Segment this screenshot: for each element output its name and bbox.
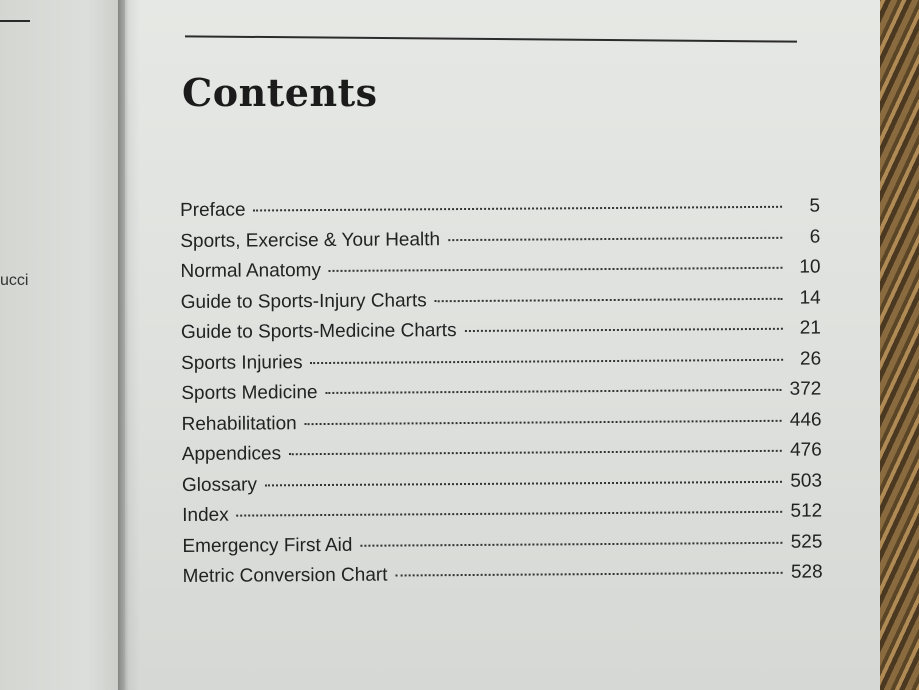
toc-entry-page-number: 446 [789, 409, 822, 431]
toc-entry [180, 257, 820, 292]
toc-entry-page-number: 512 [790, 500, 823, 522]
dot-leader [254, 206, 783, 212]
dot-leader [448, 236, 782, 240]
toc-entry-page-number: 503 [790, 470, 823, 492]
header-rule [185, 35, 797, 42]
toc-entry [182, 440, 822, 475]
toc-entry-label: Normal Anatomy [180, 260, 322, 282]
toc-entry-page-number: 21 [799, 317, 821, 339]
toc-entry [182, 501, 822, 536]
toc-entry-page-number: 476 [789, 439, 822, 461]
toc-entry-page-number: 525 [790, 531, 823, 553]
dot-leader [395, 572, 782, 577]
dot-leader [265, 480, 782, 486]
toc-entry [181, 409, 821, 444]
toc-entry-label: Rehabilitation [181, 412, 297, 435]
toc-entry-page-number: 26 [799, 348, 822, 370]
dot-leader [305, 419, 782, 424]
toc-entry-page-number: 14 [799, 287, 821, 309]
toc-entry [181, 379, 821, 414]
toc-entry-label: Guide to Sports-Medicine Charts [180, 320, 457, 343]
toc-entry [181, 318, 821, 353]
dot-leader [465, 328, 783, 332]
toc-entry-label: Appendices [181, 443, 282, 465]
toc-entry-label: Metric Conversion Chart [182, 564, 388, 587]
toc-entry-page-number: 372 [789, 378, 822, 400]
toc-entry [182, 531, 822, 566]
dot-leader [326, 389, 782, 394]
toc-entry-page-number: 6 [809, 226, 821, 248]
book-gutter-shadow [118, 0, 140, 690]
dot-leader [435, 297, 783, 301]
toc-entry [180, 226, 820, 261]
toc-entry [183, 562, 823, 597]
toc-entry-label: Preface [180, 199, 246, 221]
left-page-rule [0, 20, 30, 22]
table-of-contents [180, 196, 823, 597]
toc-entry [181, 287, 821, 322]
toc-entry-label: Sports Injuries [181, 351, 303, 374]
dot-leader [289, 450, 782, 455]
dot-leader [237, 511, 783, 517]
toc-entry [182, 470, 822, 505]
toc-entry-page-number: 528 [790, 561, 823, 583]
left-page-text-fragment: ucci [0, 272, 29, 289]
dot-leader [329, 267, 783, 272]
toc-entry-label: Glossary [181, 473, 258, 496]
left-page [0, 0, 125, 690]
toc-entry-label: Index [182, 504, 229, 526]
toc-entry-page-number: 5 [809, 195, 821, 217]
dot-leader [360, 541, 782, 546]
page-title: Contents [182, 70, 378, 115]
toc-entry-label: Sports, Exercise & Your Health [180, 228, 441, 252]
toc-entry-label: Sports Medicine [181, 382, 318, 404]
toc-entry [180, 196, 820, 231]
toc-entry-label: Emergency First Aid [182, 534, 353, 557]
contents-page [125, 0, 880, 690]
toc-entry-page-number: 10 [799, 256, 821, 278]
toc-entry-label: Guide to Sports-Injury Charts [180, 289, 427, 313]
toc-entry [181, 348, 821, 383]
dot-leader [311, 358, 784, 363]
